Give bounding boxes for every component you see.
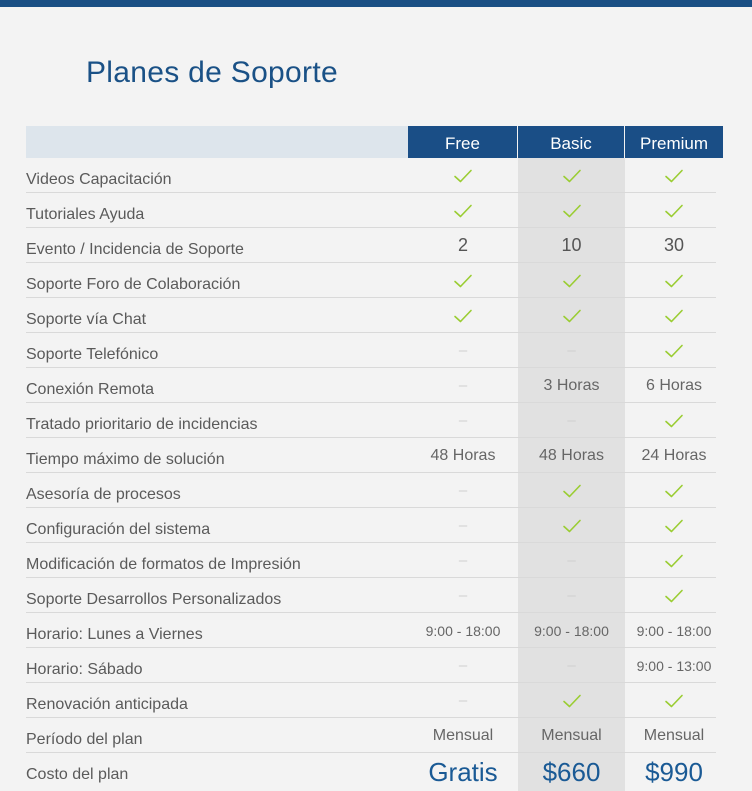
dash-icon: – [458, 692, 468, 709]
top-accent-bar [0, 0, 752, 7]
table-row [0, 613, 752, 648]
table-row [0, 578, 752, 613]
feature-label: Asesoría de procesos [26, 486, 181, 503]
table-row [0, 228, 752, 263]
feature-header-strip [26, 126, 408, 158]
dash-icon: – [458, 552, 468, 569]
table-row [0, 753, 752, 788]
cell-value: 9:00 - 13:00 [636, 657, 712, 674]
cell-value: 10 [561, 235, 582, 255]
check-icon [518, 473, 625, 508]
check-icon [625, 263, 723, 298]
check-icon [625, 298, 723, 333]
cell-value: 24 Horas [641, 446, 707, 464]
check-icon [625, 403, 723, 438]
table-row [0, 718, 752, 753]
dash-icon: – [567, 342, 576, 359]
check-icon [625, 543, 723, 578]
table-row [0, 683, 752, 718]
dash-icon: – [458, 587, 468, 604]
feature-label: Tutoriales Ayuda [26, 206, 145, 223]
plan-header-free: Free [408, 126, 517, 158]
check-icon [625, 473, 723, 508]
cell-value: 6 Horas [645, 376, 703, 394]
cell-value: Mensual [541, 726, 602, 744]
plan-header-basic: Basic [518, 126, 624, 158]
plan-header-premium: Premium [625, 126, 723, 158]
feature-label: Soporte vía Chat [26, 311, 147, 328]
dash-icon: – [567, 412, 576, 429]
feature-label: Conexión Remota [26, 381, 155, 398]
check-icon [408, 263, 518, 298]
feature-label: Videos Capacitación [26, 171, 172, 188]
table-row [0, 438, 752, 473]
check-icon [408, 298, 518, 333]
feature-label: Costo del plan [26, 766, 129, 783]
table-row [0, 263, 752, 298]
dash-icon: – [458, 377, 468, 394]
check-icon [518, 263, 625, 298]
feature-label: Soporte Desarrollos Personalizados [26, 591, 282, 608]
feature-label: Evento / Incidencia de Soporte [26, 241, 244, 258]
feature-label: Horario: Sábado [26, 661, 143, 678]
cell-value: 48 Horas [430, 446, 496, 464]
table-row [0, 193, 752, 228]
feature-label: Tratado prioritario de incidencias [26, 416, 258, 433]
check-icon [408, 193, 518, 228]
check-icon [625, 333, 723, 368]
page-title: Planes de Soporte [86, 56, 338, 89]
cell-value: 9:00 - 18:00 [636, 622, 712, 639]
check-icon [518, 193, 625, 228]
table-row [0, 648, 752, 683]
feature-label: Modificación de formatos de Impresión [26, 556, 301, 573]
table-row [0, 473, 752, 508]
cell-value: 2 [457, 235, 468, 255]
check-icon [625, 578, 723, 613]
feature-label: Tiempo máximo de solución [26, 451, 225, 468]
check-icon [518, 298, 625, 333]
check-icon [625, 683, 723, 718]
dash-icon: – [458, 517, 468, 534]
check-icon [408, 158, 518, 193]
dash-icon: – [458, 482, 468, 499]
cell-value: Mensual [432, 726, 494, 744]
table-row [0, 508, 752, 543]
comparison-table [0, 158, 752, 788]
cell-value: 48 Horas [539, 446, 604, 464]
price-basic: $660 [542, 757, 601, 787]
cell-value: 9:00 - 18:00 [425, 622, 501, 639]
cell-value: 3 Horas [543, 376, 600, 394]
cell-value: Mensual [643, 726, 705, 744]
feature-label: Configuración del sistema [26, 521, 211, 538]
dash-icon: – [567, 587, 576, 604]
table-row [0, 403, 752, 438]
check-icon [518, 683, 625, 718]
dash-icon: – [458, 342, 468, 359]
feature-label: Renovación anticipada [26, 696, 188, 713]
dash-icon: – [458, 657, 468, 674]
feature-label: Soporte Telefónico [26, 346, 159, 363]
feature-label: Período del plan [26, 731, 143, 748]
feature-label: Soporte Foro de Colaboración [26, 276, 241, 293]
table-row [0, 298, 752, 333]
table-row [0, 543, 752, 578]
table-row [0, 333, 752, 368]
price-free: Gratis [428, 757, 498, 787]
check-icon [625, 508, 723, 543]
feature-label: Horario: Lunes a Viernes [26, 626, 203, 643]
dash-icon: – [458, 412, 468, 429]
dash-icon: – [567, 657, 576, 674]
check-icon [518, 508, 625, 543]
dash-icon: – [567, 552, 576, 569]
check-icon [625, 158, 723, 193]
check-icon [625, 193, 723, 228]
check-icon [518, 158, 625, 193]
price-premium: $990 [645, 757, 703, 787]
cell-value: 30 [663, 235, 685, 255]
table-row [0, 368, 752, 403]
table-row [0, 158, 752, 193]
cell-value: 9:00 - 18:00 [534, 622, 609, 639]
